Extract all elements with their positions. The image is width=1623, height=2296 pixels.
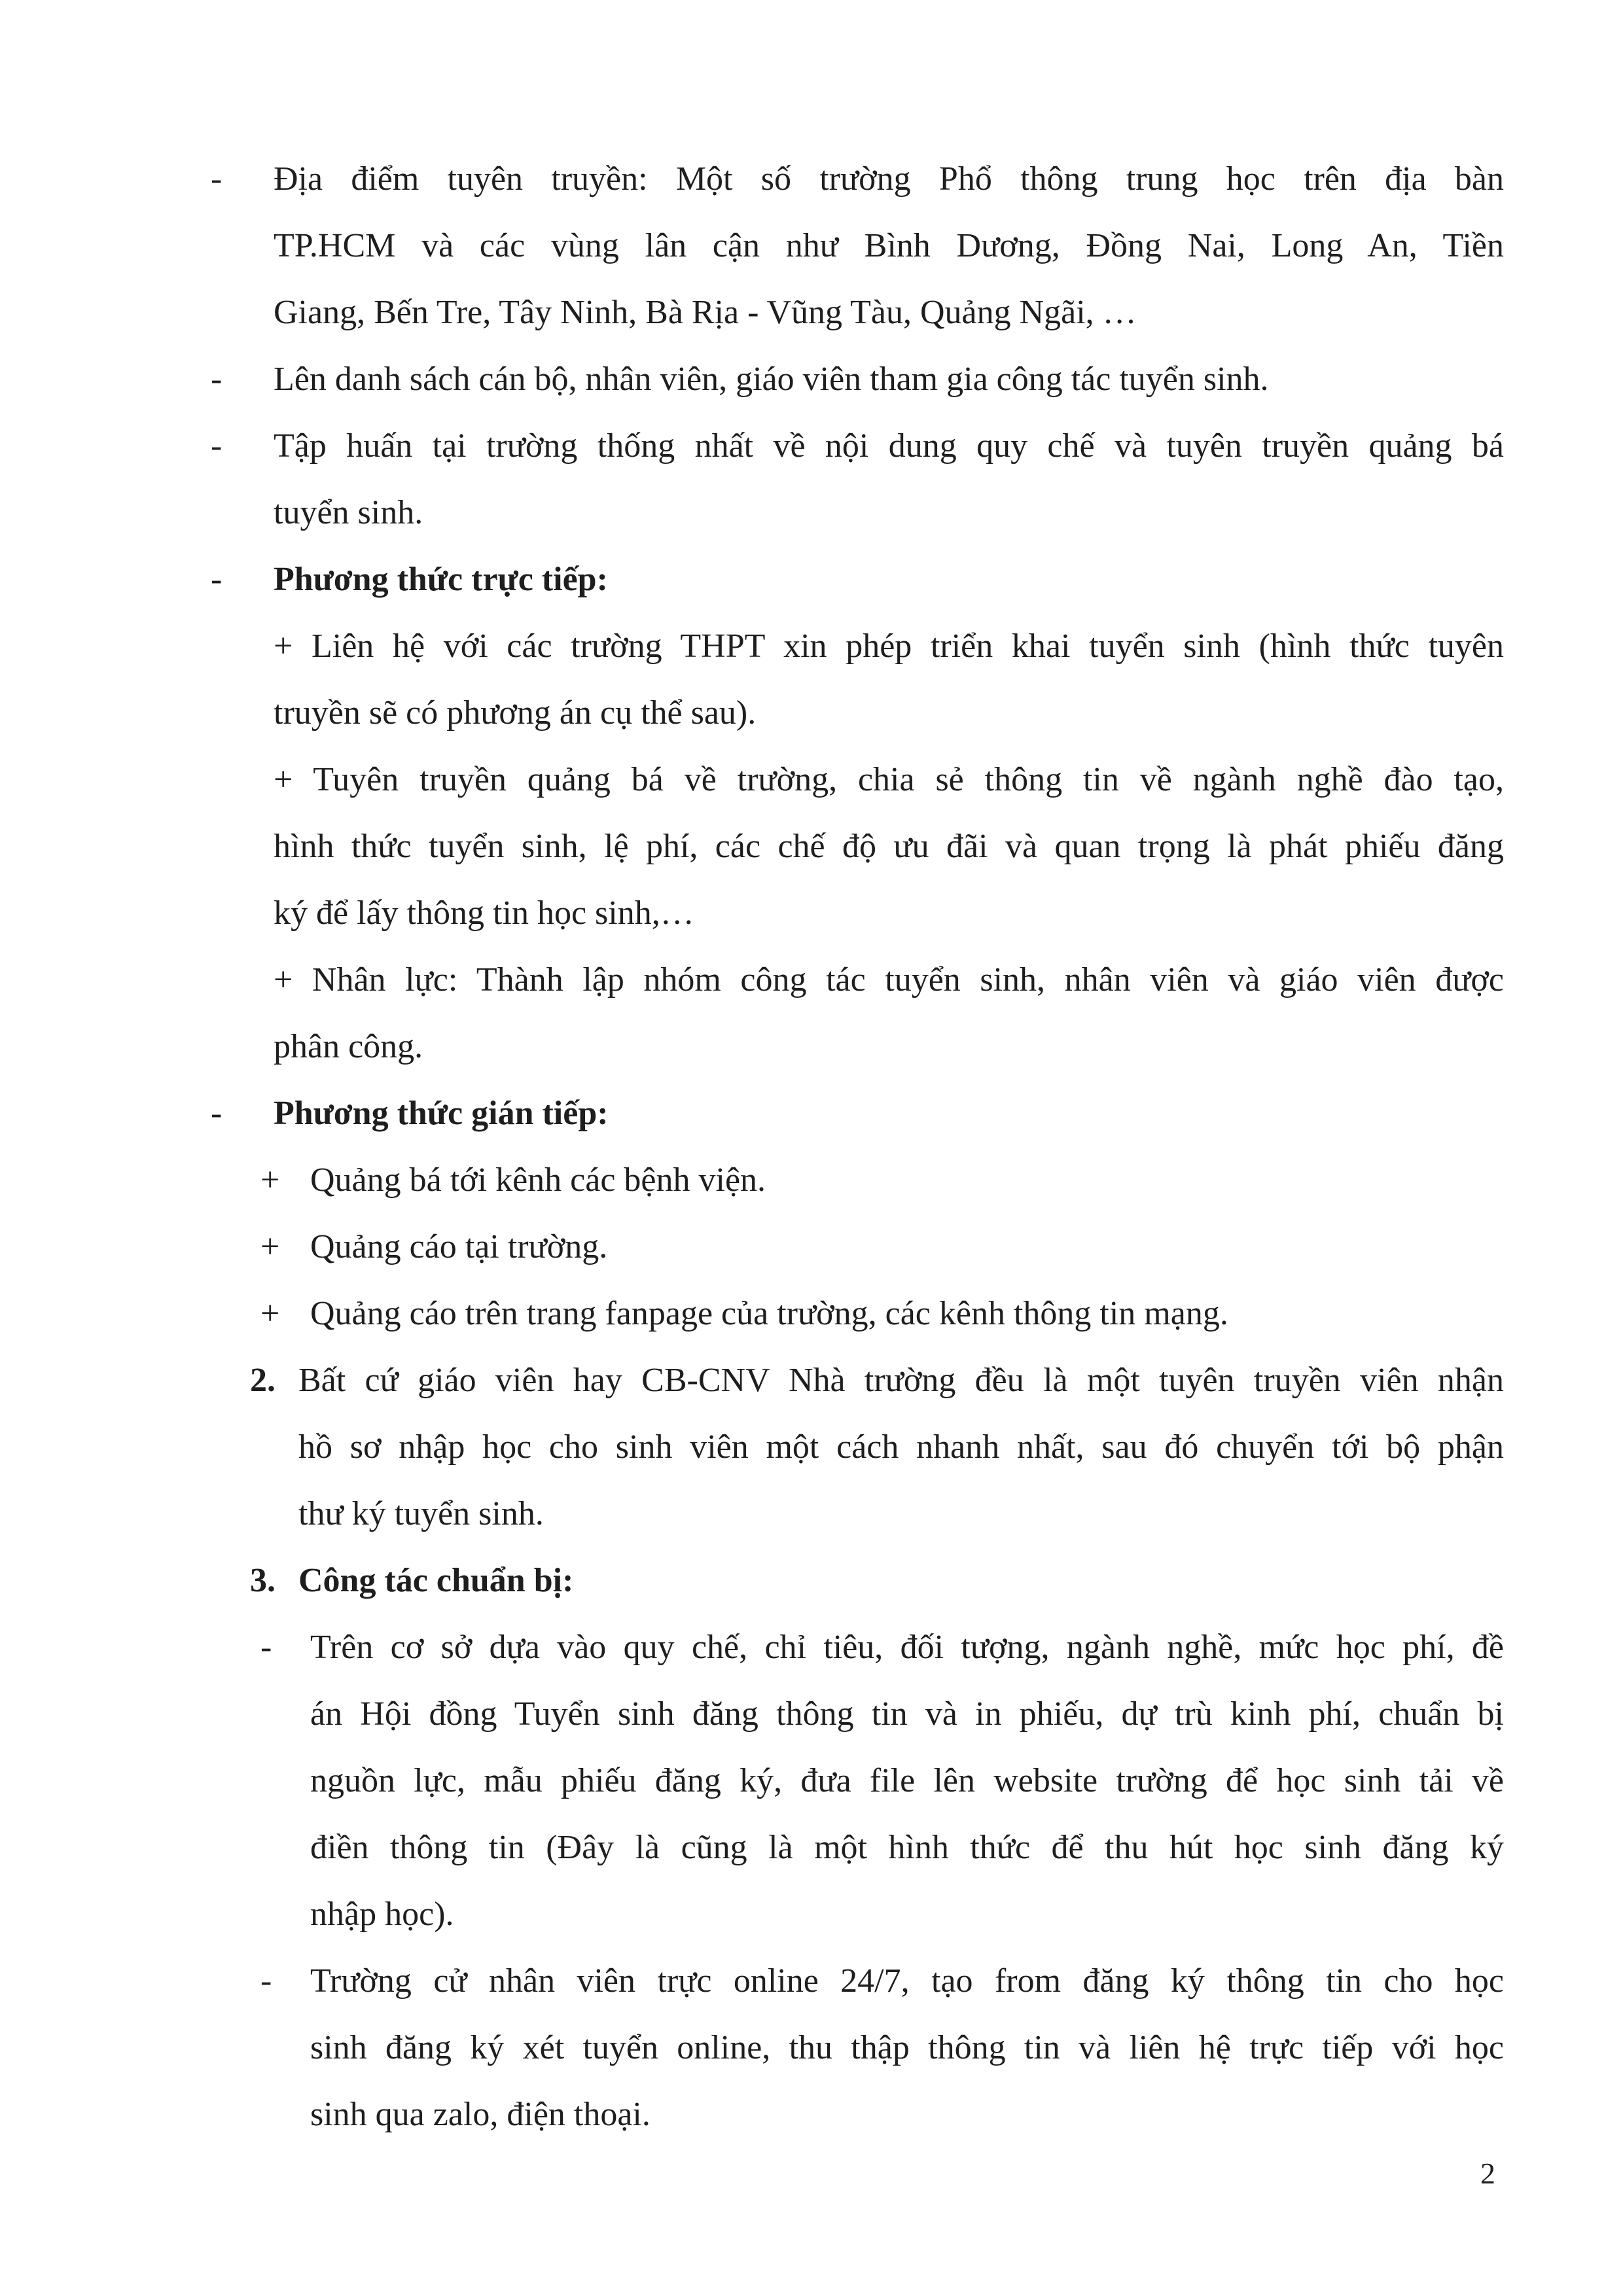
text-line: Quảng cáo tại trường. — [310, 1228, 608, 1265]
text-line: Giang, Bến Tre, Tây Ninh, Bà Rịa - Vũng Tàu, Quảng Ngãi, … — [274, 294, 1137, 331]
section-heading: Phương thức gián tiếp: — [274, 1095, 609, 1132]
text-line: sinh qua zalo, điện thoại. — [310, 2096, 651, 2133]
text-line: Tập huấn tại trường thống nhất về nội dung quy chế và tuyên truyền quảng bá — [274, 427, 1504, 465]
list-number: 2. — [250, 1362, 276, 1399]
text-line: truyền sẽ có phương án cụ thể sau). — [274, 694, 757, 732]
list-dash: - — [211, 160, 223, 198]
text-line: ký để lấy thông tin học sinh,… — [274, 894, 694, 932]
list-dash: - — [260, 1962, 272, 2000]
text-line: hồ sơ nhập học cho sinh viên một cách nhanh nhất, sau đó chuyển tới bộ phận — [298, 1428, 1504, 1466]
text-line: hình thức tuyển sinh, lệ phí, các chế độ ưu đãi và quan trọng là phát phiếu đăng — [274, 828, 1504, 865]
list-dash: - — [211, 1095, 223, 1132]
text-line: sinh đăng ký xét tuyển online, thu thập thông tin và liên hệ trực tiếp với học — [310, 2029, 1504, 2066]
text-line: Quảng bá tới kênh các bệnh viện. — [310, 1161, 766, 1199]
list-dash: - — [211, 427, 223, 465]
list-dash: - — [260, 1629, 272, 1666]
text-line: phân công. — [274, 1028, 423, 1065]
list-plus: + — [260, 1161, 280, 1199]
text-line: + Liên hệ với các trường THPT xin phép triển khai tuyển sinh (hình thức tuyên — [274, 627, 1504, 665]
text-line: + Nhân lực: Thành lập nhóm công tác tuyển sinh, nhân viên và giáo viên được — [274, 961, 1504, 998]
section-heading: Phương thức trực tiếp: — [274, 561, 608, 598]
text-line: Bất cứ giáo viên hay CB-CNV Nhà trường đều là một tuyên truyền viên nhận — [298, 1362, 1504, 1399]
text-line: Trên cơ sở dựa vào quy chế, chỉ tiêu, đối tượng, ngành nghề, mức học phí, đề — [310, 1629, 1504, 1666]
text-line: nguồn lực, mẫu phiếu đăng ký, đưa file lên website trường để học sinh tải về — [310, 1762, 1504, 1799]
text-line: nhập học). — [310, 1896, 454, 1933]
list-plus: + — [260, 1295, 280, 1332]
list-number: 3. — [250, 1562, 276, 1599]
text-line: thư ký tuyển sinh. — [298, 1495, 544, 1532]
text-line: tuyển sinh. — [274, 494, 423, 531]
text-line: Địa điểm tuyên truyền: Một số trường Phổ thông trung học trên địa bàn — [274, 160, 1504, 198]
text-line: Quảng cáo trên trang fanpage của trường, các kênh thông tin mạng. — [310, 1295, 1228, 1332]
page-number: 2 — [1480, 2157, 1495, 2190]
list-dash: - — [211, 361, 223, 398]
text-line: + Tuyên truyền quảng bá về trường, chia sẻ thông tin về ngành nghề đào tạo, — [274, 761, 1504, 798]
list-dash: - — [211, 561, 223, 598]
text-line: TP.HCM và các vùng lân cận như Bình Dương, Đồng Nai, Long An, Tiền — [274, 227, 1504, 264]
text-line: án Hội đồng Tuyển sinh đăng thông tin và in phiếu, dự trù kinh phí, chuẩn bị — [310, 1695, 1504, 1733]
list-plus: + — [260, 1228, 280, 1265]
text-line: Trường cử nhân viên trực online 24/7, tạo from đăng ký thông tin cho học — [310, 1962, 1504, 2000]
section-heading: Công tác chuẩn bị: — [298, 1562, 574, 1599]
text-line: Lên danh sách cán bộ, nhân viên, giáo viên tham gia công tác tuyển sinh. — [274, 361, 1269, 398]
text-line: điền thông tin (Đây là cũng là một hình thức để thu hút học sinh đăng ký — [310, 1829, 1504, 1866]
